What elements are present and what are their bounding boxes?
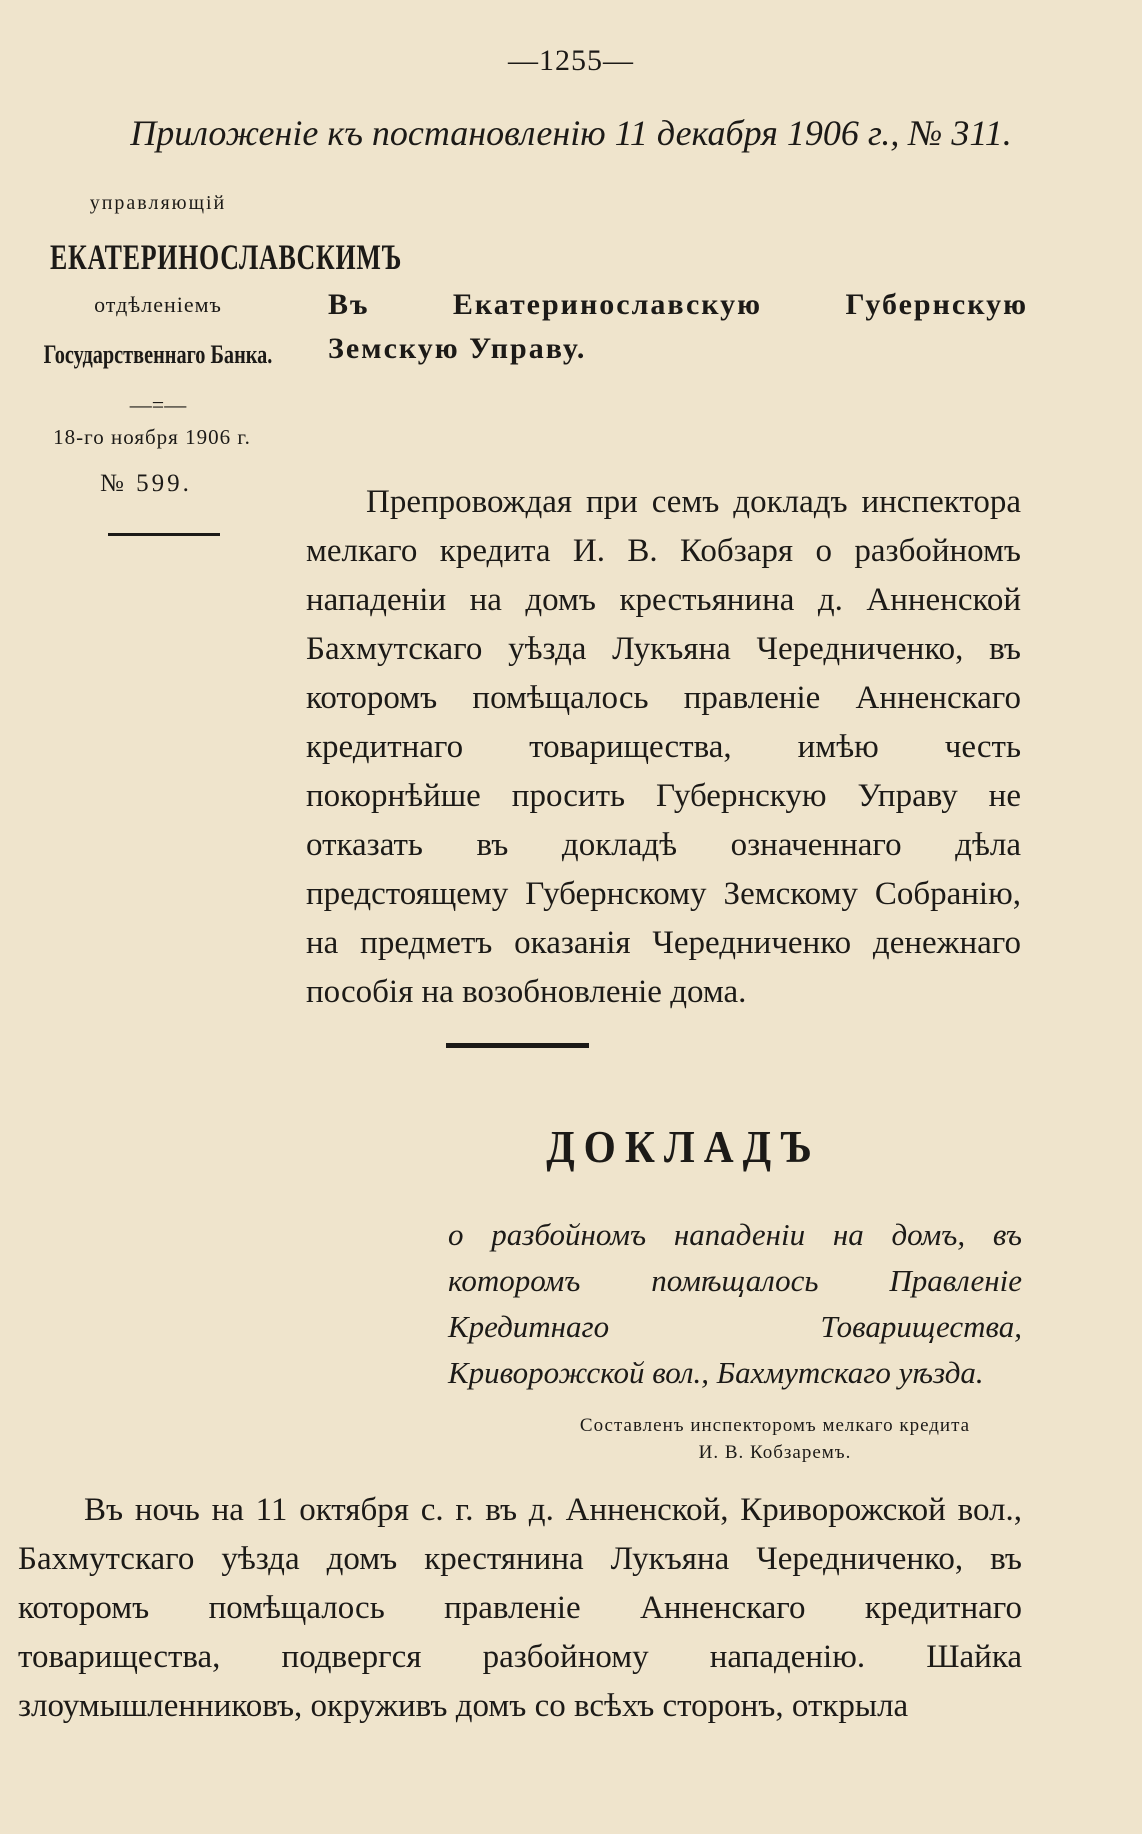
recipient-line-2: Земскую Управу. [328,332,587,365]
report-author [530,1412,1020,1466]
report-body-text: Въ ночь на 11 октября с. г. въ д. Анненской, Криворожской вол., Бахмутскаго уѣзда домъ крестянина Лукъяна Чередниченко, въ которомъ помѣщалось правленіе Анненскаго кредитнаго товарищества, подвергся разбойному нападенію. Шайка злоумышленниковъ, окруживъ домъ со всѣхъ сторонъ, открыла [18,1492,1022,1724]
number-underline [108,533,220,536]
appendix-heading: Приложеніе къ постановленію 11 декабря 1906 г., № 311. [130,113,1012,153]
page-number: —1255— [508,44,634,77]
letter-date: 18-го ноября 1906 г. [53,425,251,449]
sender-bank: Государственнаго Банка. [43,340,273,369]
cover-letter-text: Препровождая при семъ докладъ инспектора мелкаго кредита И. В. Кобзаря о разбойномъ нападеніи на домъ крестьянина д. Анненской Бахмутскаго уѣзда Лукъяна Чередниченко, въ которомъ помѣщалось правленіе Анненскаго кредитнаго товарищества, имѣю честь покорнѣйше просить Губернскую Управу не отказать въ докладѣ означеннаго дѣла предстоящему Губернскому Земскому Собранію, на предметъ оказанія Чередниченко денежнаго пособія на возобновленіе дома. [306,484,1021,1010]
recipient-line-1: Въ Екатеринославскую Губернскую [328,288,1028,321]
sender-department: отдѣленіемъ [94,292,222,317]
sender-office: ЕКАТЕРИНОСЛАВСКИМЪ [49,237,403,277]
author-line-1: Составленъ инспекторомъ мелкаго кредита [579,1415,971,1436]
author-line-2: И. В. Кобзаремъ. [698,1442,852,1463]
document-number: № 599. [100,470,192,497]
section-divider [446,1043,589,1048]
sender-title: управляющій [89,192,227,214]
sender-divider: —=— [129,392,187,417]
report-subtitle: о разбойномъ нападеніи на домъ, въ которомъ помѣщалось Правленіе Кредитнаго Товарищества, Криворожской вол., Бахмутскаго уѣзда. [448,1217,1022,1390]
report-title: ДОКЛАДЪ [546,1121,821,1172]
